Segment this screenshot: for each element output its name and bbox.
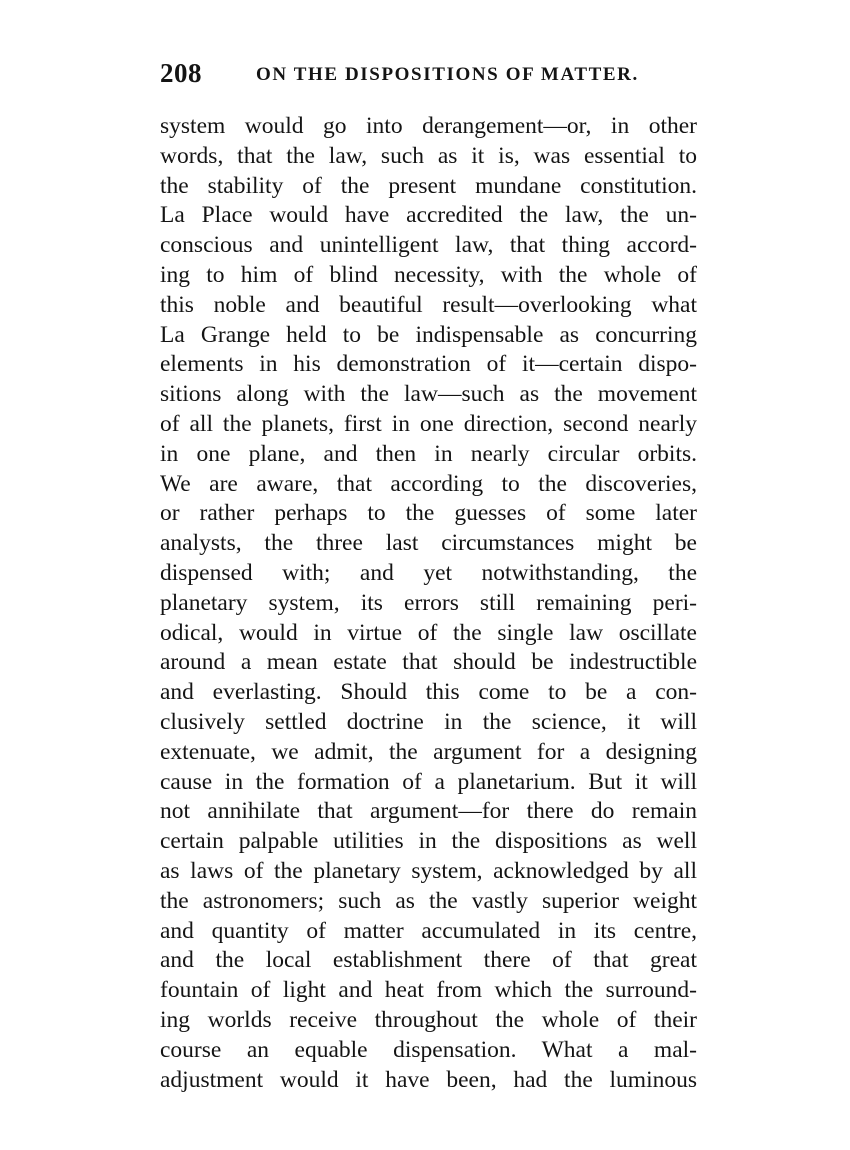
- text-line: analysts, the three last circumstances might be: [160, 530, 697, 557]
- text-line: or rather perhaps to the guesses of some later: [160, 500, 697, 527]
- text-line: in one plane, and then in nearly circular orbits.: [160, 440, 697, 467]
- text-line: elements in his demonstration of it—certain dispo-: [160, 351, 697, 378]
- text-line: La Grange held to be indispensable as concurring: [160, 321, 697, 348]
- text-line: ing worlds receive throughout the whole of their: [160, 1006, 697, 1033]
- text-line: as laws of the planetary system, acknowledged by all: [160, 857, 697, 884]
- text-line: conscious and unintelligent law, that thing accord-: [160, 232, 697, 259]
- text-line: and quantity of matter accumulated in its centre,: [160, 917, 697, 944]
- text-line: clusively settled doctrine in the science, it will: [160, 708, 697, 735]
- text-line: and the local establishment there of that great: [160, 947, 697, 974]
- text-line: fountain of light and heat from which the surround-: [160, 977, 697, 1004]
- text-line: We are aware, that according to the discoveries,: [160, 470, 697, 497]
- text-line: and everlasting. Should this come to be a con-: [160, 679, 697, 706]
- text-line: of all the planets, first in one direction, second nearly: [160, 410, 697, 437]
- text-line: extenuate, we admit, the argument for a designing: [160, 738, 697, 765]
- text-line: La Place would have accredited the law, the un-: [160, 202, 697, 229]
- running-title: ON THE DISPOSITIONS OF MATTER.: [256, 64, 639, 85]
- text-line: system would go into derangement—or, in other: [160, 113, 697, 139]
- text-line: around a mean estate that should be indestructible: [160, 649, 697, 676]
- text-line: ing to him of blind necessity, with the whole of: [160, 261, 697, 288]
- text-line: this noble and beautiful result—overlooking what: [160, 291, 697, 318]
- running-head: [160, 58, 700, 94]
- text-line: the astronomers; such as the vastly superior weight: [160, 887, 697, 914]
- text-line: sitions along with the law—such as the movement: [160, 381, 697, 408]
- text-line: certain palpable utilities in the dispositions as well: [160, 828, 697, 855]
- text-line: adjustment would it have been, had the luminous: [160, 1066, 697, 1093]
- text-line: words, that the law, such as it is, was essential to: [160, 142, 697, 169]
- text-line: course an equable dispensation. What a mal-: [160, 1036, 697, 1063]
- text-line: planetary system, its errors still remaining peri-: [160, 589, 697, 616]
- text-line: not annihilate that argument—for there do remain: [160, 798, 697, 825]
- text-line: the stability of the present mundane constitution.: [160, 172, 697, 199]
- text-line: cause in the formation of a planetarium. But it will: [160, 768, 697, 795]
- text-line: dispensed with; and yet notwithstanding, the: [160, 559, 697, 586]
- page-number: 208: [160, 58, 202, 88]
- text-line: odical, would in virtue of the single law oscillate: [160, 619, 697, 646]
- body-text: [160, 112, 697, 1095]
